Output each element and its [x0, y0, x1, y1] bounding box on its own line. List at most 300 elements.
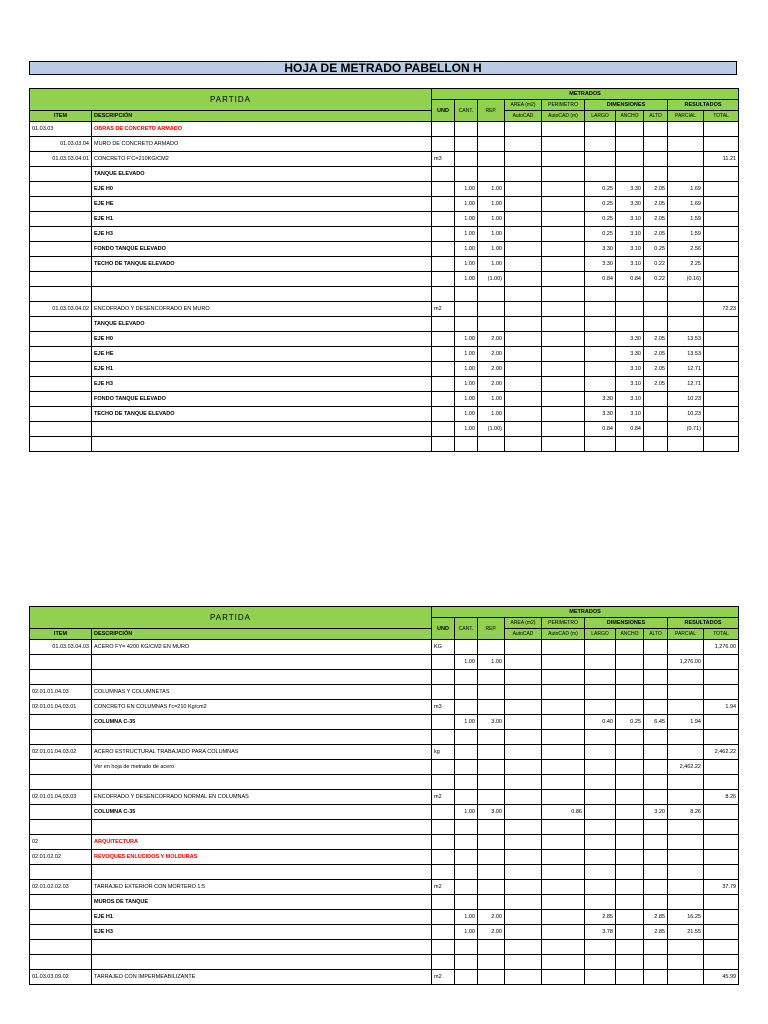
parcial-cell: 1.59: [668, 227, 704, 242]
perimetro-cell: [542, 212, 585, 227]
rep-cell: [478, 302, 505, 317]
parcial-cell: [668, 955, 704, 970]
largo-cell: [585, 850, 616, 865]
rep-cell: [478, 895, 505, 910]
parcial-cell: [668, 895, 704, 910]
total-cell: [704, 377, 739, 392]
table-row: [30, 805, 739, 820]
table-row: [30, 835, 739, 850]
table-row: [30, 715, 739, 730]
largo-cell: [585, 745, 616, 760]
ancho-cell: [616, 805, 644, 820]
largo-cell: [585, 730, 616, 745]
item-cell: [30, 347, 92, 362]
table-row: [30, 122, 739, 137]
cant-cell: [455, 640, 478, 655]
cant-cell: [455, 880, 478, 895]
item-cell: [30, 317, 92, 332]
total-cell: [704, 212, 739, 227]
cant-header: CANT.: [455, 100, 478, 122]
alto-cell: [644, 167, 668, 182]
alto-header: ALTO: [644, 629, 668, 640]
alto-cell: [644, 302, 668, 317]
area-cell: [505, 287, 542, 302]
total-cell: [704, 910, 739, 925]
largo-cell: [585, 835, 616, 850]
descripcion-cell: EJE HE: [92, 347, 432, 362]
cant-cell: 1.00: [455, 272, 478, 287]
descripcion-cell: COLUMNA C-35: [92, 805, 432, 820]
area-cell: [505, 347, 542, 362]
metrados-header: METRADOS: [432, 89, 739, 100]
cant-cell: 1.00: [455, 227, 478, 242]
und-cell: m2: [432, 880, 455, 895]
und-cell: [432, 182, 455, 197]
cant-cell: 1.00: [455, 392, 478, 407]
rep-cell: [478, 437, 505, 452]
item-cell: 02.01.02.02.03: [30, 880, 92, 895]
rep-cell: 1.00: [478, 407, 505, 422]
table-row: [30, 152, 739, 167]
resultados-header: RESULTADOS: [668, 618, 739, 629]
und-cell: [432, 332, 455, 347]
table-row: [30, 242, 739, 257]
area-cell: [505, 790, 542, 805]
ancho-cell: [616, 137, 644, 152]
largo-cell: [585, 775, 616, 790]
und-cell: [432, 670, 455, 685]
table-row: [30, 197, 739, 212]
descripcion-cell: [92, 730, 432, 745]
table-row: [30, 332, 739, 347]
table-row: [30, 377, 739, 392]
alto-cell: [644, 640, 668, 655]
und-header: UND: [432, 618, 455, 640]
ancho-cell: [616, 302, 644, 317]
total-cell: [704, 715, 739, 730]
largo-cell: [585, 670, 616, 685]
parcial-cell: [668, 137, 704, 152]
und-cell: [432, 850, 455, 865]
descripcion-cell: EJE H0: [92, 182, 432, 197]
und-cell: [432, 895, 455, 910]
table-row: [30, 670, 739, 685]
parcial-cell: 10.23: [668, 392, 704, 407]
table-row: [30, 730, 739, 745]
largo-cell: [585, 640, 616, 655]
table-1-body: [30, 122, 739, 452]
item-cell: 02.01.01.04.03.02: [30, 745, 92, 760]
table-row: [30, 880, 739, 895]
table-row: [30, 422, 739, 437]
alto-cell: [644, 152, 668, 167]
ancho-cell: 0.84: [616, 272, 644, 287]
ancho-cell: [616, 152, 644, 167]
perimetro-cell: [542, 377, 585, 392]
parcial-cell: [668, 775, 704, 790]
area-cell: [505, 227, 542, 242]
table-header: [30, 89, 739, 122]
perimetro-cell: [542, 895, 585, 910]
largo-cell: 0.40: [585, 715, 616, 730]
und-cell: [432, 715, 455, 730]
item-cell: 01.03.03.04.02: [30, 302, 92, 317]
item-cell: [30, 940, 92, 955]
parcial-cell: [668, 152, 704, 167]
alto-cell: [644, 865, 668, 880]
descripcion-cell: [92, 940, 432, 955]
perimetro-cell: [542, 437, 585, 452]
parcial-cell: [668, 970, 704, 985]
total-cell: [704, 197, 739, 212]
item-cell: 02: [30, 835, 92, 850]
perimetro-cell: [542, 940, 585, 955]
ancho-cell: [616, 685, 644, 700]
descripcion-cell: CONCRETO EN COLUMNAS f'c=210 Kg/cm2: [92, 700, 432, 715]
total-cell: [704, 137, 739, 152]
ancho-cell: [616, 760, 644, 775]
und-cell: m2: [432, 302, 455, 317]
descripcion-cell: ACERO ESTRUCTURAL TRABAJADO PARA COLUMNAS: [92, 745, 432, 760]
parcial-cell: [668, 700, 704, 715]
alto-cell: [644, 685, 668, 700]
parcial-cell: 12.71: [668, 362, 704, 377]
cant-cell: [455, 317, 478, 332]
perimetro-cell: [542, 182, 585, 197]
area-cell: [505, 730, 542, 745]
total-cell: [704, 317, 739, 332]
table-row: [30, 970, 739, 985]
parcial-cell: [668, 122, 704, 137]
total-cell: [704, 670, 739, 685]
descripcion-cell: Ver en hoja de metrado de acero: [92, 760, 432, 775]
total-cell: [704, 242, 739, 257]
rep-cell: [478, 122, 505, 137]
total-header: TOTAL: [704, 111, 739, 122]
item-cell: 01.03.03.04: [30, 137, 92, 152]
parcial-cell: [668, 880, 704, 895]
rep-cell: [478, 730, 505, 745]
area-cell: [505, 137, 542, 152]
descripcion-cell: OBRAS DE CONCRETO ARMADO: [92, 122, 432, 137]
ancho-cell: 3.10: [616, 377, 644, 392]
area-cell: [505, 850, 542, 865]
alto-cell: [644, 760, 668, 775]
cant-cell: [455, 302, 478, 317]
table-row: [30, 407, 739, 422]
table-row: [30, 182, 739, 197]
cant-cell: [455, 745, 478, 760]
rep-cell: 2.00: [478, 332, 505, 347]
parcial-cell: [668, 287, 704, 302]
parcial-cell: 16.25: [668, 910, 704, 925]
ancho-cell: 3.10: [616, 407, 644, 422]
perimetro-cell: [542, 820, 585, 835]
area-cell: [505, 422, 542, 437]
rep-cell: [478, 700, 505, 715]
alto-cell: [644, 407, 668, 422]
descripcion-cell: TECHO DE TANQUE ELEVADO: [92, 257, 432, 272]
ancho-cell: [616, 865, 644, 880]
rep-cell: 1.00: [478, 197, 505, 212]
largo-cell: [585, 332, 616, 347]
und-cell: [432, 422, 455, 437]
cant-cell: [455, 970, 478, 985]
rep-cell: 1.00: [478, 242, 505, 257]
parcial-cell: [668, 640, 704, 655]
cant-cell: 1.00: [455, 347, 478, 362]
ancho-cell: [616, 835, 644, 850]
descripcion-cell: ENCOFRADO Y DESENCOFRADO EN MURO: [92, 302, 432, 317]
perimetro-cell: [542, 197, 585, 212]
descripcion-cell: EJE H0: [92, 332, 432, 347]
cant-cell: [455, 730, 478, 745]
largo-header: LARGO: [585, 111, 616, 122]
item-cell: [30, 332, 92, 347]
total-cell: [704, 407, 739, 422]
perimetro-cell: [542, 910, 585, 925]
cant-cell: [455, 137, 478, 152]
area-cell: [505, 362, 542, 377]
parcial-cell: [668, 670, 704, 685]
perimetro-cell: [542, 715, 585, 730]
item-cell: [30, 760, 92, 775]
cant-cell: 1.00: [455, 407, 478, 422]
perimetro-cell: [542, 760, 585, 775]
rep-cell: 1.00: [478, 212, 505, 227]
area-cell: [505, 805, 542, 820]
alto-cell: 2.05: [644, 212, 668, 227]
ancho-cell: 3.10: [616, 362, 644, 377]
perimetro-cell: [542, 122, 585, 137]
item-cell: [30, 775, 92, 790]
alto-cell: 2.05: [644, 362, 668, 377]
und-cell: [432, 805, 455, 820]
cant-cell: [455, 700, 478, 715]
total-cell: [704, 805, 739, 820]
perimetro-cell: [542, 137, 585, 152]
parcial-cell: [668, 745, 704, 760]
und-cell: [432, 167, 455, 182]
descripcion-cell: TANQUE ELEVADO: [92, 167, 432, 182]
cant-cell: [455, 835, 478, 850]
item-cell: 01.03.03.04.03: [30, 640, 92, 655]
und-cell: kg: [432, 745, 455, 760]
perimetro-cell: [542, 925, 585, 940]
descripcion-cell: [92, 820, 432, 835]
und-cell: [432, 347, 455, 362]
descripcion-cell: COLUMNA C-35: [92, 715, 432, 730]
table-header: [30, 607, 739, 640]
alto-cell: [644, 820, 668, 835]
total-cell: [704, 122, 739, 137]
total-cell: [704, 685, 739, 700]
descripcion-cell: [92, 670, 432, 685]
perimetro-cell: [542, 700, 585, 715]
perimetro-cell: [542, 227, 585, 242]
cant-cell: 1.00: [455, 197, 478, 212]
table-2-body: [30, 640, 739, 985]
parcial-header: PARCIAL: [668, 629, 704, 640]
largo-cell: [585, 895, 616, 910]
ancho-cell: 3.10: [616, 227, 644, 242]
cant-cell: [455, 670, 478, 685]
parcial-cell: [668, 790, 704, 805]
perimetro-cell: [542, 422, 585, 437]
parcial-cell: [668, 437, 704, 452]
parcial-cell: [668, 730, 704, 745]
item-cell: [30, 715, 92, 730]
descripcion-cell: EJE HE: [92, 197, 432, 212]
perimetro-cell: [542, 670, 585, 685]
area-cell: [505, 910, 542, 925]
item-cell: [30, 182, 92, 197]
item-cell: [30, 925, 92, 940]
ancho-cell: 3.30: [616, 347, 644, 362]
und-cell: [432, 122, 455, 137]
item-cell: [30, 392, 92, 407]
cant-cell: [455, 287, 478, 302]
largo-cell: [585, 955, 616, 970]
perimetro-cell: [542, 392, 585, 407]
item-cell: [30, 197, 92, 212]
table-row: [30, 865, 739, 880]
ancho-header: ANCHO: [616, 629, 644, 640]
area-cell: [505, 167, 542, 182]
rep-cell: [478, 670, 505, 685]
area-cell: [505, 970, 542, 985]
cant-cell: 1.00: [455, 212, 478, 227]
cant-cell: [455, 895, 478, 910]
alto-cell: [644, 940, 668, 955]
largo-cell: [585, 865, 616, 880]
largo-cell: [585, 287, 616, 302]
ancho-cell: [616, 730, 644, 745]
area-cell: [505, 715, 542, 730]
descripcion-header: DESCRIPCIÓN: [92, 629, 432, 640]
und-cell: KG: [432, 640, 455, 655]
und-cell: [432, 940, 455, 955]
alto-cell: 2.85: [644, 925, 668, 940]
rep-cell: [478, 745, 505, 760]
perimetro-cell: [542, 302, 585, 317]
total-cell: [704, 850, 739, 865]
largo-cell: 0.25: [585, 197, 616, 212]
alto-cell: 2.05: [644, 332, 668, 347]
item-cell: [30, 865, 92, 880]
descripcion-cell: EJE H1: [92, 910, 432, 925]
parcial-cell: [668, 940, 704, 955]
total-cell: 72.23: [704, 302, 739, 317]
item-cell: [30, 910, 92, 925]
descripcion-cell: ARQUITECTURA: [92, 835, 432, 850]
descripcion-cell: MUROS DE TANQUE: [92, 895, 432, 910]
autocad-area-header: AutoCAD: [505, 629, 542, 640]
item-cell: 02.01.02.02: [30, 850, 92, 865]
cant-cell: 1.00: [455, 715, 478, 730]
area-cell: [505, 197, 542, 212]
und-cell: [432, 775, 455, 790]
area-cell: [505, 745, 542, 760]
parcial-cell: [668, 167, 704, 182]
ancho-cell: 3.10: [616, 242, 644, 257]
item-cell: [30, 407, 92, 422]
und-cell: [432, 955, 455, 970]
table-row: [30, 362, 739, 377]
descripcion-cell: REVOQUES ENLUCIDOS Y MOLDURAS: [92, 850, 432, 865]
item-cell: [30, 212, 92, 227]
rep-cell: 1.00: [478, 392, 505, 407]
area-cell: [505, 257, 542, 272]
area-cell: [505, 332, 542, 347]
rep-cell: [478, 685, 505, 700]
alto-cell: [644, 730, 668, 745]
parcial-cell: 1.69: [668, 182, 704, 197]
total-cell: [704, 227, 739, 242]
total-cell: [704, 835, 739, 850]
largo-cell: [585, 940, 616, 955]
area-cell: [505, 182, 542, 197]
ancho-cell: [616, 775, 644, 790]
total-cell: [704, 655, 739, 670]
parcial-cell: [668, 317, 704, 332]
partida-header: PARTIDA: [30, 607, 432, 629]
item-cell: [30, 362, 92, 377]
largo-cell: 0.25: [585, 182, 616, 197]
perimetro-cell: [542, 362, 585, 377]
total-cell: [704, 257, 739, 272]
parcial-cell: 1.59: [668, 212, 704, 227]
item-cell: [30, 670, 92, 685]
rep-cell: 2.00: [478, 377, 505, 392]
area-cell: [505, 895, 542, 910]
largo-cell: 2.85: [585, 910, 616, 925]
table-row: [30, 212, 739, 227]
und-cell: m2: [432, 790, 455, 805]
item-cell: 02.01.01.04.03: [30, 685, 92, 700]
descripcion-cell: TARRAJEO EXTERIOR CON MORTERO 1:5: [92, 880, 432, 895]
largo-cell: [585, 377, 616, 392]
perimetro-cell: [542, 272, 585, 287]
alto-cell: [644, 287, 668, 302]
und-cell: [432, 925, 455, 940]
area-cell: [505, 407, 542, 422]
rep-cell: [478, 152, 505, 167]
total-cell: [704, 347, 739, 362]
perimetro-cell: [542, 880, 585, 895]
item-cell: [30, 422, 92, 437]
largo-cell: 0.84: [585, 422, 616, 437]
total-cell: [704, 422, 739, 437]
rep-cell: 2.00: [478, 925, 505, 940]
largo-cell: [585, 167, 616, 182]
perimetro-cell: [542, 640, 585, 655]
item-header: ITEM: [30, 111, 92, 122]
descripcion-cell: EJE H3: [92, 227, 432, 242]
und-cell: [432, 730, 455, 745]
alto-cell: 2.05: [644, 227, 668, 242]
ancho-cell: [616, 287, 644, 302]
area-cell: [505, 880, 542, 895]
descripcion-cell: EJE H3: [92, 925, 432, 940]
cant-cell: 1.00: [455, 242, 478, 257]
alto-header: ALTO: [644, 111, 668, 122]
total-cell: 45.99: [704, 970, 739, 985]
largo-cell: [585, 760, 616, 775]
largo-cell: 0.25: [585, 212, 616, 227]
ancho-cell: [616, 317, 644, 332]
item-cell: [30, 895, 92, 910]
